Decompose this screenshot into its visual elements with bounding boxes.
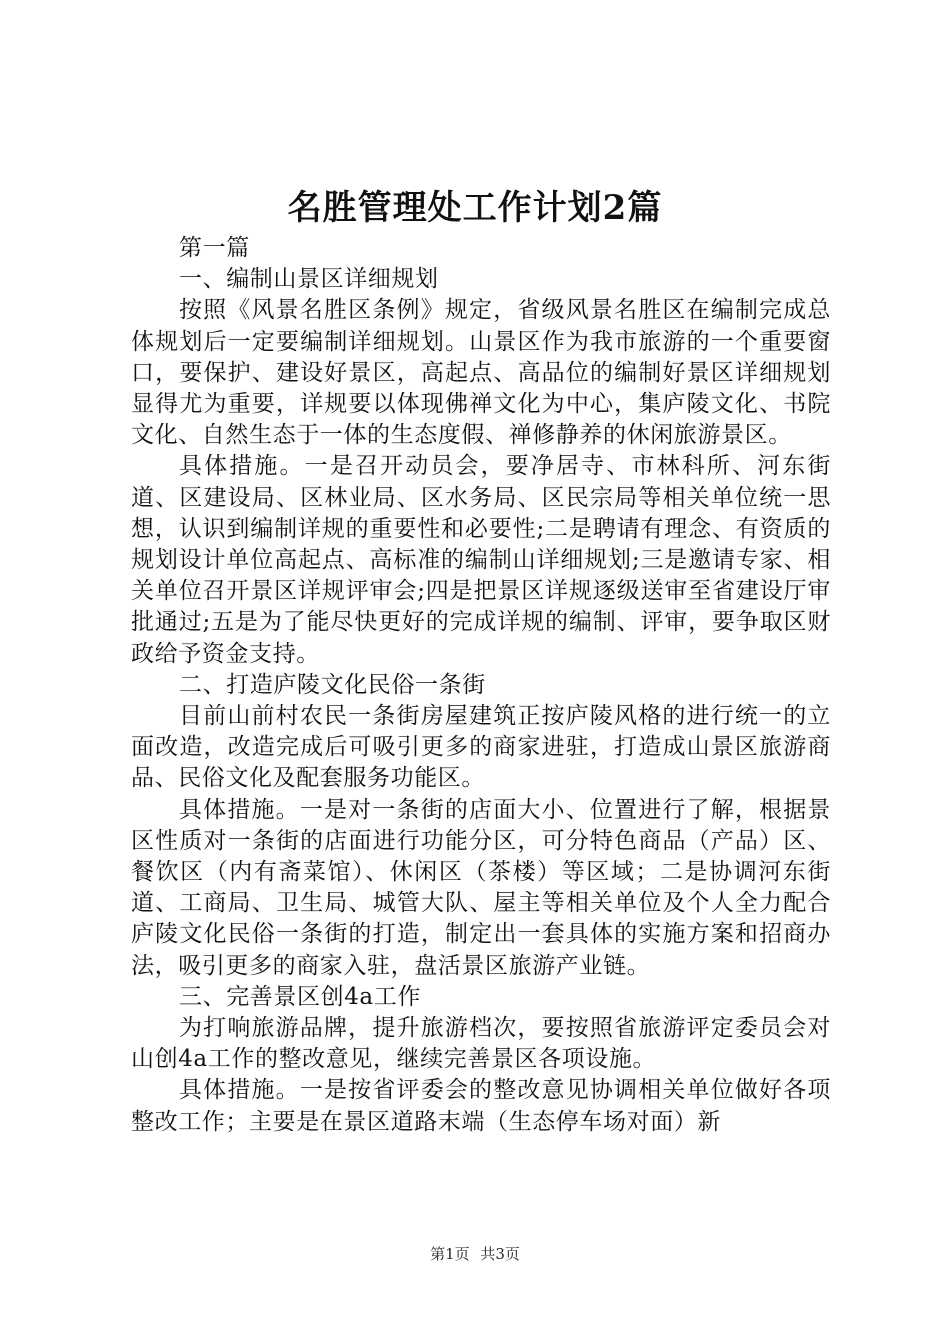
paragraph: 具体措施。一是按省评委会的整改意见协调相关单位做好各项整改工作；主要是在景区道路末端（生态停车场对面）新 [131,1077,831,1135]
document-title: 名胜管理处工作计划2篇 [287,188,663,228]
paragraph: 具体措施。一是召开动员会，要净居寺、市林科所、河东街道、区建设局、区林业局、区水务局、区民宗局等相关单位统一思想，认识到编制详规的重要性和必要性;二是聘请有理念、有资质的规划设计单位高起点、高标准的编制山详细规划;三是邀请专家、相关单位召开景区详规评审会;四是把景区详规逐级送审至省建设厅审批通过;五是为了能尽快更好的完成详规的编制、评审，要争取区财政给予资金支持。 [131,453,831,667]
paragraph: 具体措施。一是对一条街的店面大小、位置进行了解，根据景区性质对一条街的店面进行功能分区，可分特色商品（产品）区、餐饮区（内有斋菜馆）、休闲区（茶楼）等区域；二是协调河东街道、工商局、卫生局、城管大队、屋主等相关单位及个人全力配合庐陵文化民俗一条街的打造，制定出一套具体的实施方案和招商办法，吸引更多的商家入驻，盘活景区旅游产业链。 [131,796,831,979]
paragraph: 为打响旅游品牌，提升旅游档次，要按照省旅游评定委员会对山创4a工作的整改意见，继续完善景区各项设施。 [131,1015,831,1073]
paragraph: 按照《风景名胜区条例》规定，省级风景名胜区在编制完成总体规划后一定要编制详细规划。山景区作为我市旅游的一个重要窗口，要保护、建设好景区，高起点、高品位的编制好景区详细规划显得尤为重要，详规要以体现佛禅文化为中心，集庐陵文化、书院文化、自然生态于一体的生态度假、禅修静养的休闲旅游景区。 [131,297,831,449]
paragraph: 目前山前村农民一条街房屋建筑正按庐陵风格的进行统一的立面改造，改造完成后可吸引更多的商家进驻，打造成山景区旅游商品、民俗文化及配套服务功能区。 [131,703,831,792]
paragraph: 第一篇 [179,235,250,261]
section-heading: 三、完善景区创4a工作 [179,983,421,1010]
section-heading: 一、编制山景区详细规划 [179,266,439,293]
page-total: 共3页 [480,1245,520,1263]
page-footer [0,1244,950,1264]
document-body [131,233,831,1138]
section-heading: 二、打造庐陵文化民俗一条街 [179,671,486,698]
page-number: 第1页 [430,1245,470,1263]
